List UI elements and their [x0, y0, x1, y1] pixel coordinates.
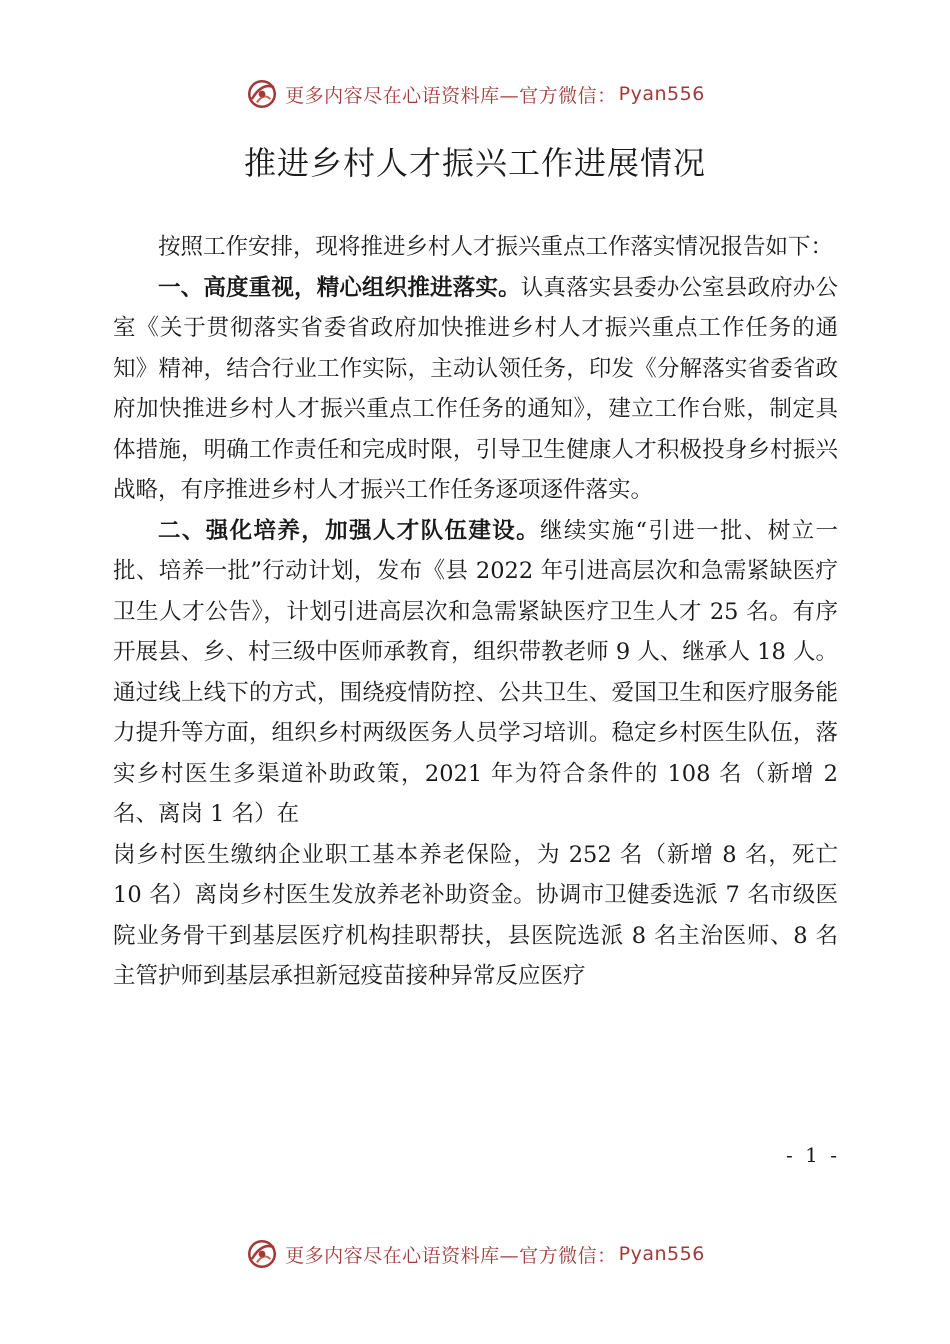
watermark-header — [0, 74, 950, 114]
section-2-heading: 二、强化培养，加强人才队伍建设。 — [158, 517, 540, 544]
page-number: - 1 - — [786, 1143, 840, 1167]
document-title: 推进乡村人才振兴工作进展情况 — [243, 144, 706, 182]
section-2-paragraph — [113, 511, 838, 835]
watermark-wechat-id: Pyan556 — [618, 83, 705, 105]
watermark-wechat-id: Pyan556 — [618, 1243, 705, 1265]
intro-paragraph: 按照工作安排，现将推进乡村人才振兴重点工作落实情况报告如下： — [158, 234, 834, 260]
section-1-paragraph — [113, 268, 838, 511]
section-1-heading: 一、高度重视，精心组织推进落实。 — [158, 274, 521, 301]
section-1-body: 认真落实县委办公室县政府办公室《关于贯彻落实省委省政府加快推进乡村人才振兴重点工作任务的通知》精神，结合行业工作实际，主动认领任务，印发《分解落实省委省政府加快推进乡村人才振兴重点工作任务的通知》，建立工作台账，制定具体措施，明确工作责任和完成时限，引导卫生健康人才积极投身乡村振兴战略，有序推进乡村人才振兴工作任务逐项逐件落实。 — [113, 274, 838, 503]
watermark-text: 更多内容尽在心语资料库—官方微信： — [285, 1244, 617, 1267]
section-2-continuation: 岗乡村医生缴纳企业职工基本养老保险，为 252 名（新增 8 名，死亡 10 名）离岗乡村医生发放养老补助资金。协调市卫健委选派 7 名市级医院业务骨干到基层医疗机构挂职帮扶，县医院选派 8 名主治医师、8 名主管护师到基层承担新冠疫苗接种异常反应医疗 — [113, 841, 838, 989]
document-body — [113, 227, 838, 997]
section-2-body: 继续实施“引进一批、树立一批、培养一批”行动计划，发布《县 2022 年引进高层次和急需紧缺医疗卫生人才公告》，计划引进高层次和急需紧缺医疗卫生人才 25 名。有序开展县、乡、村三级中医师承教育，组织带教老师 9 人、继承人 18 人。通过线上线下的方式，围绕疫情防控、公共卫生、爱国卫生和医疗服务能力提升等方面，组织乡村两级医务人员学习培训。稳定乡村医生队伍，落实乡村医生多渠道补助政策，2021 年为符合条件的 108 名（新增 2 名、离岗 1 名）在 — [113, 517, 838, 827]
watermark-logo-icon — [245, 1237, 279, 1271]
watermark-text: 更多内容尽在心语资料库—官方微信： — [285, 84, 617, 107]
watermark-logo-icon — [245, 77, 279, 111]
watermark-footer — [0, 1234, 950, 1274]
